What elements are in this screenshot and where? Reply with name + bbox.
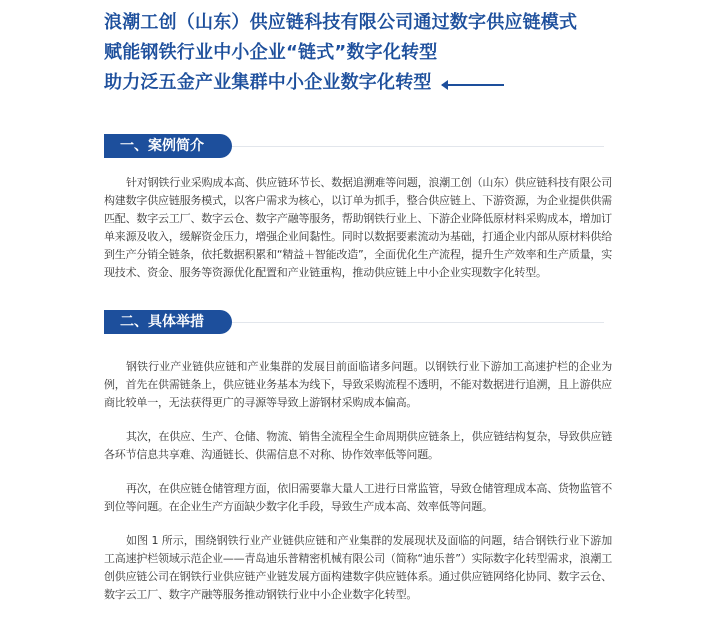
section-2-paragraph-3: 再次，在供应链仓储管理方面，依旧需要靠大量人工进行日常监管，导致仓储管理成本高、货物监管不到位等问题。在企业生产方面缺少数字化手段，导致生产成本高、效率低等问题。: [104, 482, 612, 513]
title-line-3-row: [104, 68, 664, 98]
title-line-1: 浪潮工创（山东）供应链科技有限公司通过数字供应链模式: [104, 12, 578, 33]
section-2-paragraph-1: 钢铁行业产业链供应链和产业集群的发展目前面临诸多问题。以钢铁行业下游加工高速护栏的企业为例，首先在供需链条上，供应链业务基本为线下，导致采购流程不透明，不能对数据进行追溯，且上游供应商比较单一，无法获得更广的寻源等导致上游钢材采购成本偏高。: [104, 360, 612, 409]
document-title: [104, 8, 664, 98]
section-2-paragraph-4: 如图 1 所示，围绕钢铁行业产业链供应链和产业集群的发展现状及面临的问题，结合钢铁行业下游加工高速护栏领域示范企业——青岛迪乐普精密机械有限公司（简称“迪乐普”）实际数字化转型需求，浪潮工创供应链公司在钢铁行业供应链产业链发展方面构建数字供应链体系。通过供应链网络化协同、数字云仓、数字云工厂、数字产融等服务推动钢铁行业中小企业数字化转型。: [104, 534, 612, 601]
section-1-paragraph-1: 针对钢铁行业采购成本高、供应链环节长、数据追溯难等问题，浪潮工创（山东）供应链科技有限公司构建数字供应链服务模式，以客户需求为核心，以订单为抓手，整合供应链上、下游资源，为企业提供供需匹配、数字云工厂、数字云仓、数字产融等服务，帮助钢铁行业上、下游企业降低原材料采购成本，增加订单来源及收入，缓解资金压力，增强企业间黏性。同时以数据要素流动为基础，打通企业内部从原材料供给到生产分销全链条，依托数据积累和“精益＋智能改造”，全面优化生产流程，提升生产效率和生产质量，实现技术、资金、服务等资源优化配置和产业链重构，推动供应链上中小企业实现数字化转型。: [104, 176, 612, 279]
section-1-header: 一、案例简介: [104, 134, 232, 158]
arrow-left-icon: [442, 84, 504, 86]
title-line-3: 助力泛五金产业集群中小企业数字化转型: [104, 72, 432, 93]
title-line-2: 赋能钢铁行业中小企业“链式”数字化转型: [104, 42, 438, 63]
section-2-paragraph-2: 其次，在供应、生产、仓储、物流、销售全流程全生命周期供应链条上，供应链结构复杂，导致供应链各环节信息共享难、沟通链长、供需信息不对称、协作效率低等问题。: [104, 430, 612, 461]
section-2-header: 二、具体举措: [104, 310, 232, 334]
